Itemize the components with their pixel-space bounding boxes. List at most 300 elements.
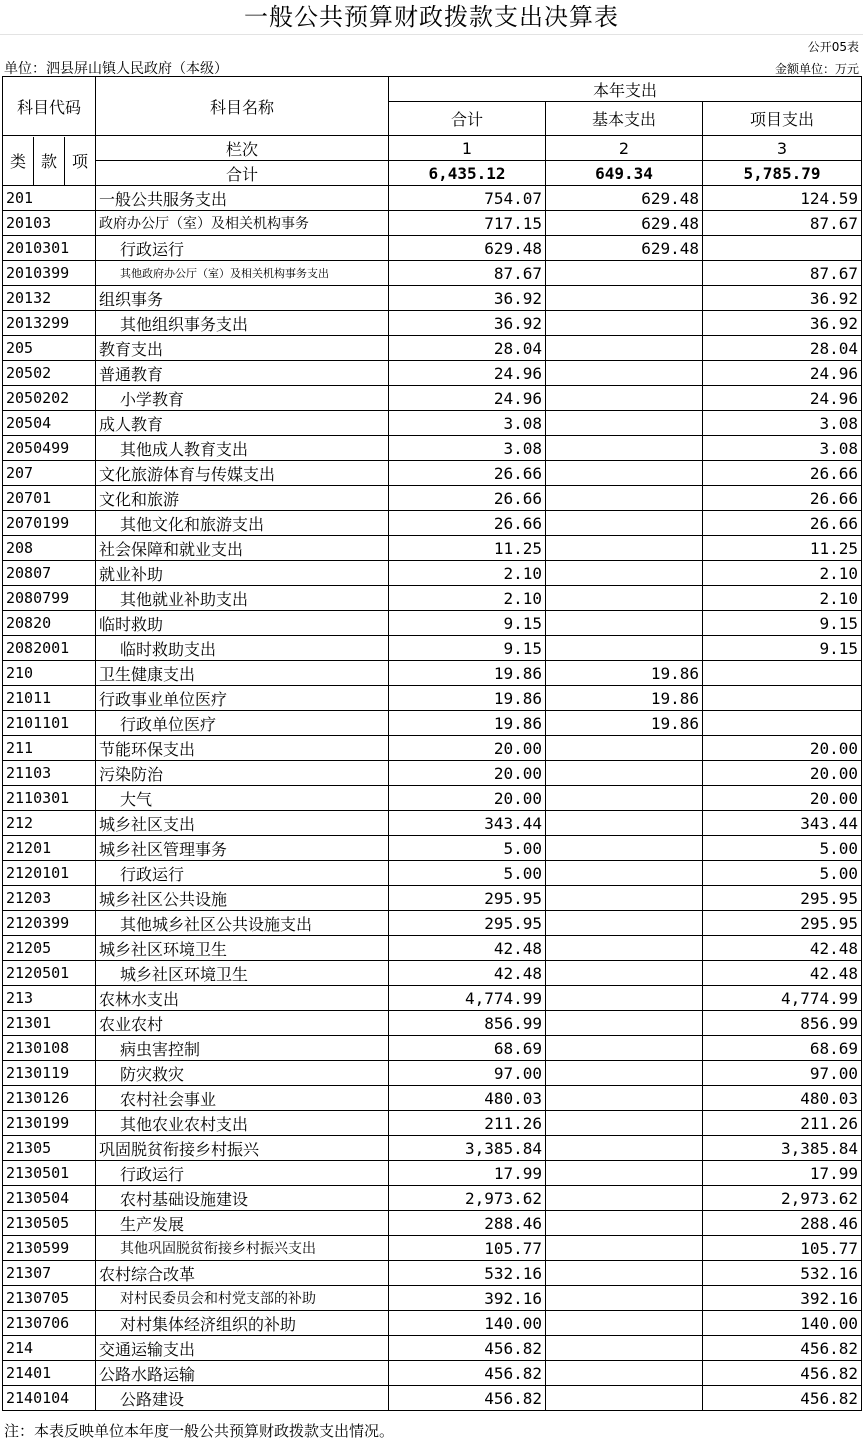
row-total: 97.00 xyxy=(389,1061,546,1086)
row-basic xyxy=(546,611,703,636)
row-total: 392.16 xyxy=(389,1286,546,1311)
row-basic xyxy=(546,436,703,461)
row-code: 2130705 xyxy=(3,1286,96,1311)
row-code: 20132 xyxy=(3,286,96,311)
row-project: 28.04 xyxy=(703,336,862,361)
table-row xyxy=(3,811,862,836)
table-row xyxy=(3,361,862,386)
row-code: 2130119 xyxy=(3,1061,96,1086)
table-row xyxy=(3,186,862,211)
row-project: 480.03 xyxy=(703,1086,862,1111)
row-name: 大气 xyxy=(96,786,389,811)
row-basic xyxy=(546,411,703,436)
row-total: 9.15 xyxy=(389,611,546,636)
row-project: 2.10 xyxy=(703,586,862,611)
row-project: 9.15 xyxy=(703,636,862,661)
table-row xyxy=(3,1386,862,1411)
table-row xyxy=(3,411,862,436)
row-name: 行政事业单位医疗 xyxy=(96,686,389,711)
row-total: 288.46 xyxy=(389,1211,546,1236)
row-total: 24.96 xyxy=(389,361,546,386)
table-row xyxy=(3,1136,862,1161)
row-project: 392.16 xyxy=(703,1286,862,1311)
row-basic xyxy=(546,636,703,661)
table-row xyxy=(3,861,862,886)
row-project: 456.82 xyxy=(703,1386,862,1411)
row-code: 2101101 xyxy=(3,711,96,736)
row-total: 856.99 xyxy=(389,1011,546,1036)
table-row xyxy=(3,786,862,811)
header-col-basic: 基本支出 xyxy=(546,102,703,136)
row-basic xyxy=(546,336,703,361)
row-code: 2010301 xyxy=(3,236,96,261)
row-name: 公路建设 xyxy=(96,1386,389,1411)
table-row xyxy=(3,1336,862,1361)
row-total: 36.92 xyxy=(389,311,546,336)
table-row xyxy=(3,586,862,611)
row-total: 5.00 xyxy=(389,861,546,886)
row-basic xyxy=(546,311,703,336)
row-name: 农村基础设施建设 xyxy=(96,1186,389,1211)
row-basic: 629.48 xyxy=(546,186,703,211)
row-name: 行政运行 xyxy=(96,236,389,261)
row-basic xyxy=(546,461,703,486)
row-code: 201 xyxy=(3,186,96,211)
table-row xyxy=(3,1236,862,1261)
row-code: 212 xyxy=(3,811,96,836)
table-row xyxy=(3,211,862,236)
row-project: 4,774.99 xyxy=(703,986,862,1011)
total-label: 合计 xyxy=(96,161,389,186)
row-name: 临时救助支出 xyxy=(96,636,389,661)
table-row xyxy=(3,836,862,861)
row-total: 2,973.62 xyxy=(389,1186,546,1211)
row-code: 2130199 xyxy=(3,1111,96,1136)
row-name: 普通教育 xyxy=(96,361,389,386)
form-code: 公开05表 xyxy=(807,40,859,54)
row-total: 629.48 xyxy=(389,236,546,261)
row-total: 532.16 xyxy=(389,1261,546,1286)
row-basic: 19.86 xyxy=(546,661,703,686)
table-row xyxy=(3,661,862,686)
row-project: 36.92 xyxy=(703,311,862,336)
row-basic xyxy=(546,861,703,886)
row-project: 24.96 xyxy=(703,361,862,386)
row-total: 26.66 xyxy=(389,461,546,486)
row-total: 26.66 xyxy=(389,511,546,536)
row-name: 城乡社区环境卫生 xyxy=(96,961,389,986)
row-basic xyxy=(546,836,703,861)
table-row xyxy=(3,1211,862,1236)
row-project: 2.10 xyxy=(703,561,862,586)
row-project: 42.48 xyxy=(703,936,862,961)
table-row xyxy=(3,686,862,711)
row-total: 19.86 xyxy=(389,661,546,686)
table-row xyxy=(3,1186,862,1211)
row-code: 2130501 xyxy=(3,1161,96,1186)
row-basic xyxy=(546,286,703,311)
row-total: 343.44 xyxy=(389,811,546,836)
table-row xyxy=(3,911,862,936)
row-basic xyxy=(546,536,703,561)
header-name: 科目名称 xyxy=(96,77,389,136)
row-basic: 629.48 xyxy=(546,211,703,236)
row-project: 343.44 xyxy=(703,811,862,836)
header-lei-kuan-xiang xyxy=(3,136,96,186)
total-c2: 649.34 xyxy=(546,161,703,186)
table-row xyxy=(3,711,862,736)
row-project: 3.08 xyxy=(703,411,862,436)
table-row xyxy=(3,436,862,461)
row-code: 20701 xyxy=(3,486,96,511)
row-project: 288.46 xyxy=(703,1211,862,1236)
row-total: 140.00 xyxy=(389,1311,546,1336)
header-kuan: 款 xyxy=(34,137,65,185)
row-name: 农林水支出 xyxy=(96,986,389,1011)
table-row xyxy=(3,561,862,586)
table-row xyxy=(3,1086,862,1111)
row-code: 207 xyxy=(3,461,96,486)
row-total: 11.25 xyxy=(389,536,546,561)
row-code: 21301 xyxy=(3,1011,96,1036)
row-project: 456.82 xyxy=(703,1361,862,1386)
row-total: 28.04 xyxy=(389,336,546,361)
row-total: 17.99 xyxy=(389,1161,546,1186)
row-code: 214 xyxy=(3,1336,96,1361)
row-basic xyxy=(546,1311,703,1336)
row-total: 456.82 xyxy=(389,1336,546,1361)
row-code: 213 xyxy=(3,986,96,1011)
row-total: 26.66 xyxy=(389,486,546,511)
row-name: 教育支出 xyxy=(96,336,389,361)
table-row xyxy=(3,536,862,561)
row-basic xyxy=(546,786,703,811)
row-name: 其他城乡社区公共设施支出 xyxy=(96,911,389,936)
row-basic xyxy=(546,1261,703,1286)
row-total: 87.67 xyxy=(389,261,546,286)
row-code: 2130126 xyxy=(3,1086,96,1111)
row-basic xyxy=(546,361,703,386)
row-name: 病虫害控制 xyxy=(96,1036,389,1061)
row-code: 2013299 xyxy=(3,311,96,336)
row-basic xyxy=(546,586,703,611)
row-project: 87.67 xyxy=(703,261,862,286)
report-subheader xyxy=(0,34,863,76)
table-row xyxy=(3,1061,862,1086)
row-project: 5.00 xyxy=(703,861,862,886)
row-name: 污染防治 xyxy=(96,761,389,786)
row-name: 组织事务 xyxy=(96,286,389,311)
row-total: 42.48 xyxy=(389,936,546,961)
row-project xyxy=(703,686,862,711)
row-basic xyxy=(546,1036,703,1061)
row-code: 2082001 xyxy=(3,636,96,661)
row-project: 11.25 xyxy=(703,536,862,561)
row-basic xyxy=(546,1111,703,1136)
row-code: 21305 xyxy=(3,1136,96,1161)
row-basic xyxy=(546,911,703,936)
table-row xyxy=(3,236,862,261)
row-code: 21203 xyxy=(3,886,96,911)
table-row xyxy=(3,486,862,511)
row-name: 其他巩固脱贫衔接乡村振兴支出 xyxy=(96,1236,389,1261)
row-basic xyxy=(546,1236,703,1261)
row-project xyxy=(703,661,862,686)
row-code: 20504 xyxy=(3,411,96,436)
row-name: 其他组织事务支出 xyxy=(96,311,389,336)
row-name: 农业农村 xyxy=(96,1011,389,1036)
table-row xyxy=(3,936,862,961)
table-row xyxy=(3,386,862,411)
row-code: 211 xyxy=(3,736,96,761)
header-lanci: 栏次 xyxy=(96,136,389,161)
row-project: 9.15 xyxy=(703,611,862,636)
row-basic xyxy=(546,1186,703,1211)
money-unit-label: 金额单位：万元 xyxy=(774,62,859,76)
row-total: 68.69 xyxy=(389,1036,546,1061)
header-num-3: 3 xyxy=(703,136,862,161)
total-c3: 5,785.79 xyxy=(703,161,862,186)
table-row xyxy=(3,461,862,486)
row-project: 97.00 xyxy=(703,1061,862,1086)
unit-label: 单位：泗县屏山镇人民政府（本级） xyxy=(4,61,228,77)
row-project: 5.00 xyxy=(703,836,862,861)
row-basic xyxy=(546,811,703,836)
table-row xyxy=(3,1361,862,1386)
row-code: 205 xyxy=(3,336,96,361)
row-total: 5.00 xyxy=(389,836,546,861)
table-row xyxy=(3,1011,862,1036)
row-project xyxy=(703,711,862,736)
row-name: 城乡社区支出 xyxy=(96,811,389,836)
row-name: 社会保障和就业支出 xyxy=(96,536,389,561)
row-name: 行政运行 xyxy=(96,861,389,886)
row-code: 20502 xyxy=(3,361,96,386)
row-project: 140.00 xyxy=(703,1311,862,1336)
row-project: 856.99 xyxy=(703,1011,862,1036)
row-total: 3.08 xyxy=(389,436,546,461)
row-basic xyxy=(546,561,703,586)
row-code: 2080799 xyxy=(3,586,96,611)
row-total: 295.95 xyxy=(389,886,546,911)
row-total: 20.00 xyxy=(389,786,546,811)
header-col-total: 合计 xyxy=(389,102,546,136)
table-row xyxy=(3,1161,862,1186)
table-row xyxy=(3,311,862,336)
row-name: 行政运行 xyxy=(96,1161,389,1186)
row-name: 文化和旅游 xyxy=(96,486,389,511)
table-row xyxy=(3,886,862,911)
row-project: 3.08 xyxy=(703,436,862,461)
table-row xyxy=(3,986,862,1011)
row-project: 456.82 xyxy=(703,1336,862,1361)
row-total: 2.10 xyxy=(389,561,546,586)
row-total: 9.15 xyxy=(389,636,546,661)
row-basic xyxy=(546,1136,703,1161)
row-basic xyxy=(546,1386,703,1411)
row-project: 26.66 xyxy=(703,511,862,536)
row-name: 就业补助 xyxy=(96,561,389,586)
row-code: 21401 xyxy=(3,1361,96,1386)
row-total: 36.92 xyxy=(389,286,546,311)
row-basic: 19.86 xyxy=(546,711,703,736)
row-basic xyxy=(546,761,703,786)
row-project: 20.00 xyxy=(703,786,862,811)
row-name: 城乡社区管理事务 xyxy=(96,836,389,861)
row-code: 2120101 xyxy=(3,861,96,886)
row-code: 21011 xyxy=(3,686,96,711)
row-name: 其他农业农村支出 xyxy=(96,1111,389,1136)
row-project: 532.16 xyxy=(703,1261,862,1286)
row-name: 交通运输支出 xyxy=(96,1336,389,1361)
row-code: 21205 xyxy=(3,936,96,961)
row-basic xyxy=(546,261,703,286)
row-code: 208 xyxy=(3,536,96,561)
header-num-2: 2 xyxy=(546,136,703,161)
row-code: 21103 xyxy=(3,761,96,786)
row-total: 105.77 xyxy=(389,1236,546,1261)
row-code: 20820 xyxy=(3,611,96,636)
row-basic xyxy=(546,1211,703,1236)
row-basic xyxy=(546,511,703,536)
row-basic xyxy=(546,936,703,961)
header-code: 科目代码 xyxy=(3,77,96,136)
row-code: 2070199 xyxy=(3,511,96,536)
header-num-1: 1 xyxy=(389,136,546,161)
row-name: 临时救助 xyxy=(96,611,389,636)
row-name: 卫生健康支出 xyxy=(96,661,389,686)
row-name: 一般公共服务支出 xyxy=(96,186,389,211)
row-basic xyxy=(546,986,703,1011)
row-basic xyxy=(546,961,703,986)
row-basic: 19.86 xyxy=(546,686,703,711)
header-col-project: 项目支出 xyxy=(703,102,862,136)
row-total: 20.00 xyxy=(389,736,546,761)
row-name: 其他文化和旅游支出 xyxy=(96,511,389,536)
row-code: 2130504 xyxy=(3,1186,96,1211)
row-code: 21201 xyxy=(3,836,96,861)
table-row xyxy=(3,761,862,786)
row-code: 2130505 xyxy=(3,1211,96,1236)
row-basic xyxy=(546,1011,703,1036)
table-row xyxy=(3,1036,862,1061)
row-name: 农村社会事业 xyxy=(96,1086,389,1111)
row-total: 717.15 xyxy=(389,211,546,236)
row-project: 20.00 xyxy=(703,761,862,786)
row-code: 2110301 xyxy=(3,786,96,811)
row-code: 2140104 xyxy=(3,1386,96,1411)
row-project: 87.67 xyxy=(703,211,862,236)
row-code: 20103 xyxy=(3,211,96,236)
row-project: 36.92 xyxy=(703,286,862,311)
row-code: 2050499 xyxy=(3,436,96,461)
row-total: 19.86 xyxy=(389,686,546,711)
row-name: 农村综合改革 xyxy=(96,1261,389,1286)
row-basic xyxy=(546,1286,703,1311)
table-row xyxy=(3,636,862,661)
header-lei: 类 xyxy=(3,137,34,185)
row-total: 456.82 xyxy=(389,1386,546,1411)
row-name: 政府办公厅（室）及相关机构事务 xyxy=(96,211,389,236)
row-code: 2120399 xyxy=(3,911,96,936)
row-name: 巩固脱贫衔接乡村振兴 xyxy=(96,1136,389,1161)
row-basic xyxy=(546,886,703,911)
row-total: 4,774.99 xyxy=(389,986,546,1011)
table-row xyxy=(3,1286,862,1311)
row-code: 2130108 xyxy=(3,1036,96,1061)
row-name: 其他就业补助支出 xyxy=(96,586,389,611)
row-total: 295.95 xyxy=(389,911,546,936)
row-project: 26.66 xyxy=(703,461,862,486)
row-total: 20.00 xyxy=(389,761,546,786)
row-total: 480.03 xyxy=(389,1086,546,1111)
row-name: 节能环保支出 xyxy=(96,736,389,761)
row-name: 对村集体经济组织的补助 xyxy=(96,1311,389,1336)
table-row xyxy=(3,1261,862,1286)
row-code: 2130599 xyxy=(3,1236,96,1261)
row-name: 成人教育 xyxy=(96,411,389,436)
row-name: 行政单位医疗 xyxy=(96,711,389,736)
footnote: 注：本表反映单位本年度一般公共预算财政拨款支出情况。 xyxy=(4,1422,395,1440)
table-row xyxy=(3,261,862,286)
row-name: 其他成人教育支出 xyxy=(96,436,389,461)
table-row xyxy=(3,611,862,636)
row-basic: 629.48 xyxy=(546,236,703,261)
row-basic xyxy=(546,486,703,511)
row-total: 211.26 xyxy=(389,1111,546,1136)
row-total: 2.10 xyxy=(389,586,546,611)
row-project: 20.00 xyxy=(703,736,862,761)
row-total: 754.07 xyxy=(389,186,546,211)
total-c1: 6,435.12 xyxy=(389,161,546,186)
row-code: 20807 xyxy=(3,561,96,586)
table-row xyxy=(3,736,862,761)
row-basic xyxy=(546,1361,703,1386)
row-total: 42.48 xyxy=(389,961,546,986)
row-code: 210 xyxy=(3,661,96,686)
row-project: 295.95 xyxy=(703,911,862,936)
row-project: 124.59 xyxy=(703,186,862,211)
row-basic xyxy=(546,1061,703,1086)
row-project: 105.77 xyxy=(703,1236,862,1261)
row-project: 211.26 xyxy=(703,1111,862,1136)
row-total: 3.08 xyxy=(389,411,546,436)
row-name: 城乡社区环境卫生 xyxy=(96,936,389,961)
row-name: 城乡社区公共设施 xyxy=(96,886,389,911)
row-code: 2010399 xyxy=(3,261,96,286)
row-name: 小学教育 xyxy=(96,386,389,411)
row-code: 2050202 xyxy=(3,386,96,411)
row-project: 26.66 xyxy=(703,486,862,511)
row-basic xyxy=(546,386,703,411)
row-total: 3,385.84 xyxy=(389,1136,546,1161)
row-basic xyxy=(546,736,703,761)
table-row xyxy=(3,286,862,311)
row-project: 295.95 xyxy=(703,886,862,911)
row-name: 文化旅游体育与传媒支出 xyxy=(96,461,389,486)
row-project: 2,973.62 xyxy=(703,1186,862,1211)
table-row xyxy=(3,1111,862,1136)
header-year: 本年支出 xyxy=(389,77,862,102)
row-basic xyxy=(546,1086,703,1111)
table-row xyxy=(3,961,862,986)
row-name: 对村民委员会和村党支部的补助 xyxy=(96,1286,389,1311)
row-code: 2130706 xyxy=(3,1311,96,1336)
row-project: 42.48 xyxy=(703,961,862,986)
row-basic xyxy=(546,1336,703,1361)
row-project: 3,385.84 xyxy=(703,1136,862,1161)
row-basic xyxy=(546,1161,703,1186)
